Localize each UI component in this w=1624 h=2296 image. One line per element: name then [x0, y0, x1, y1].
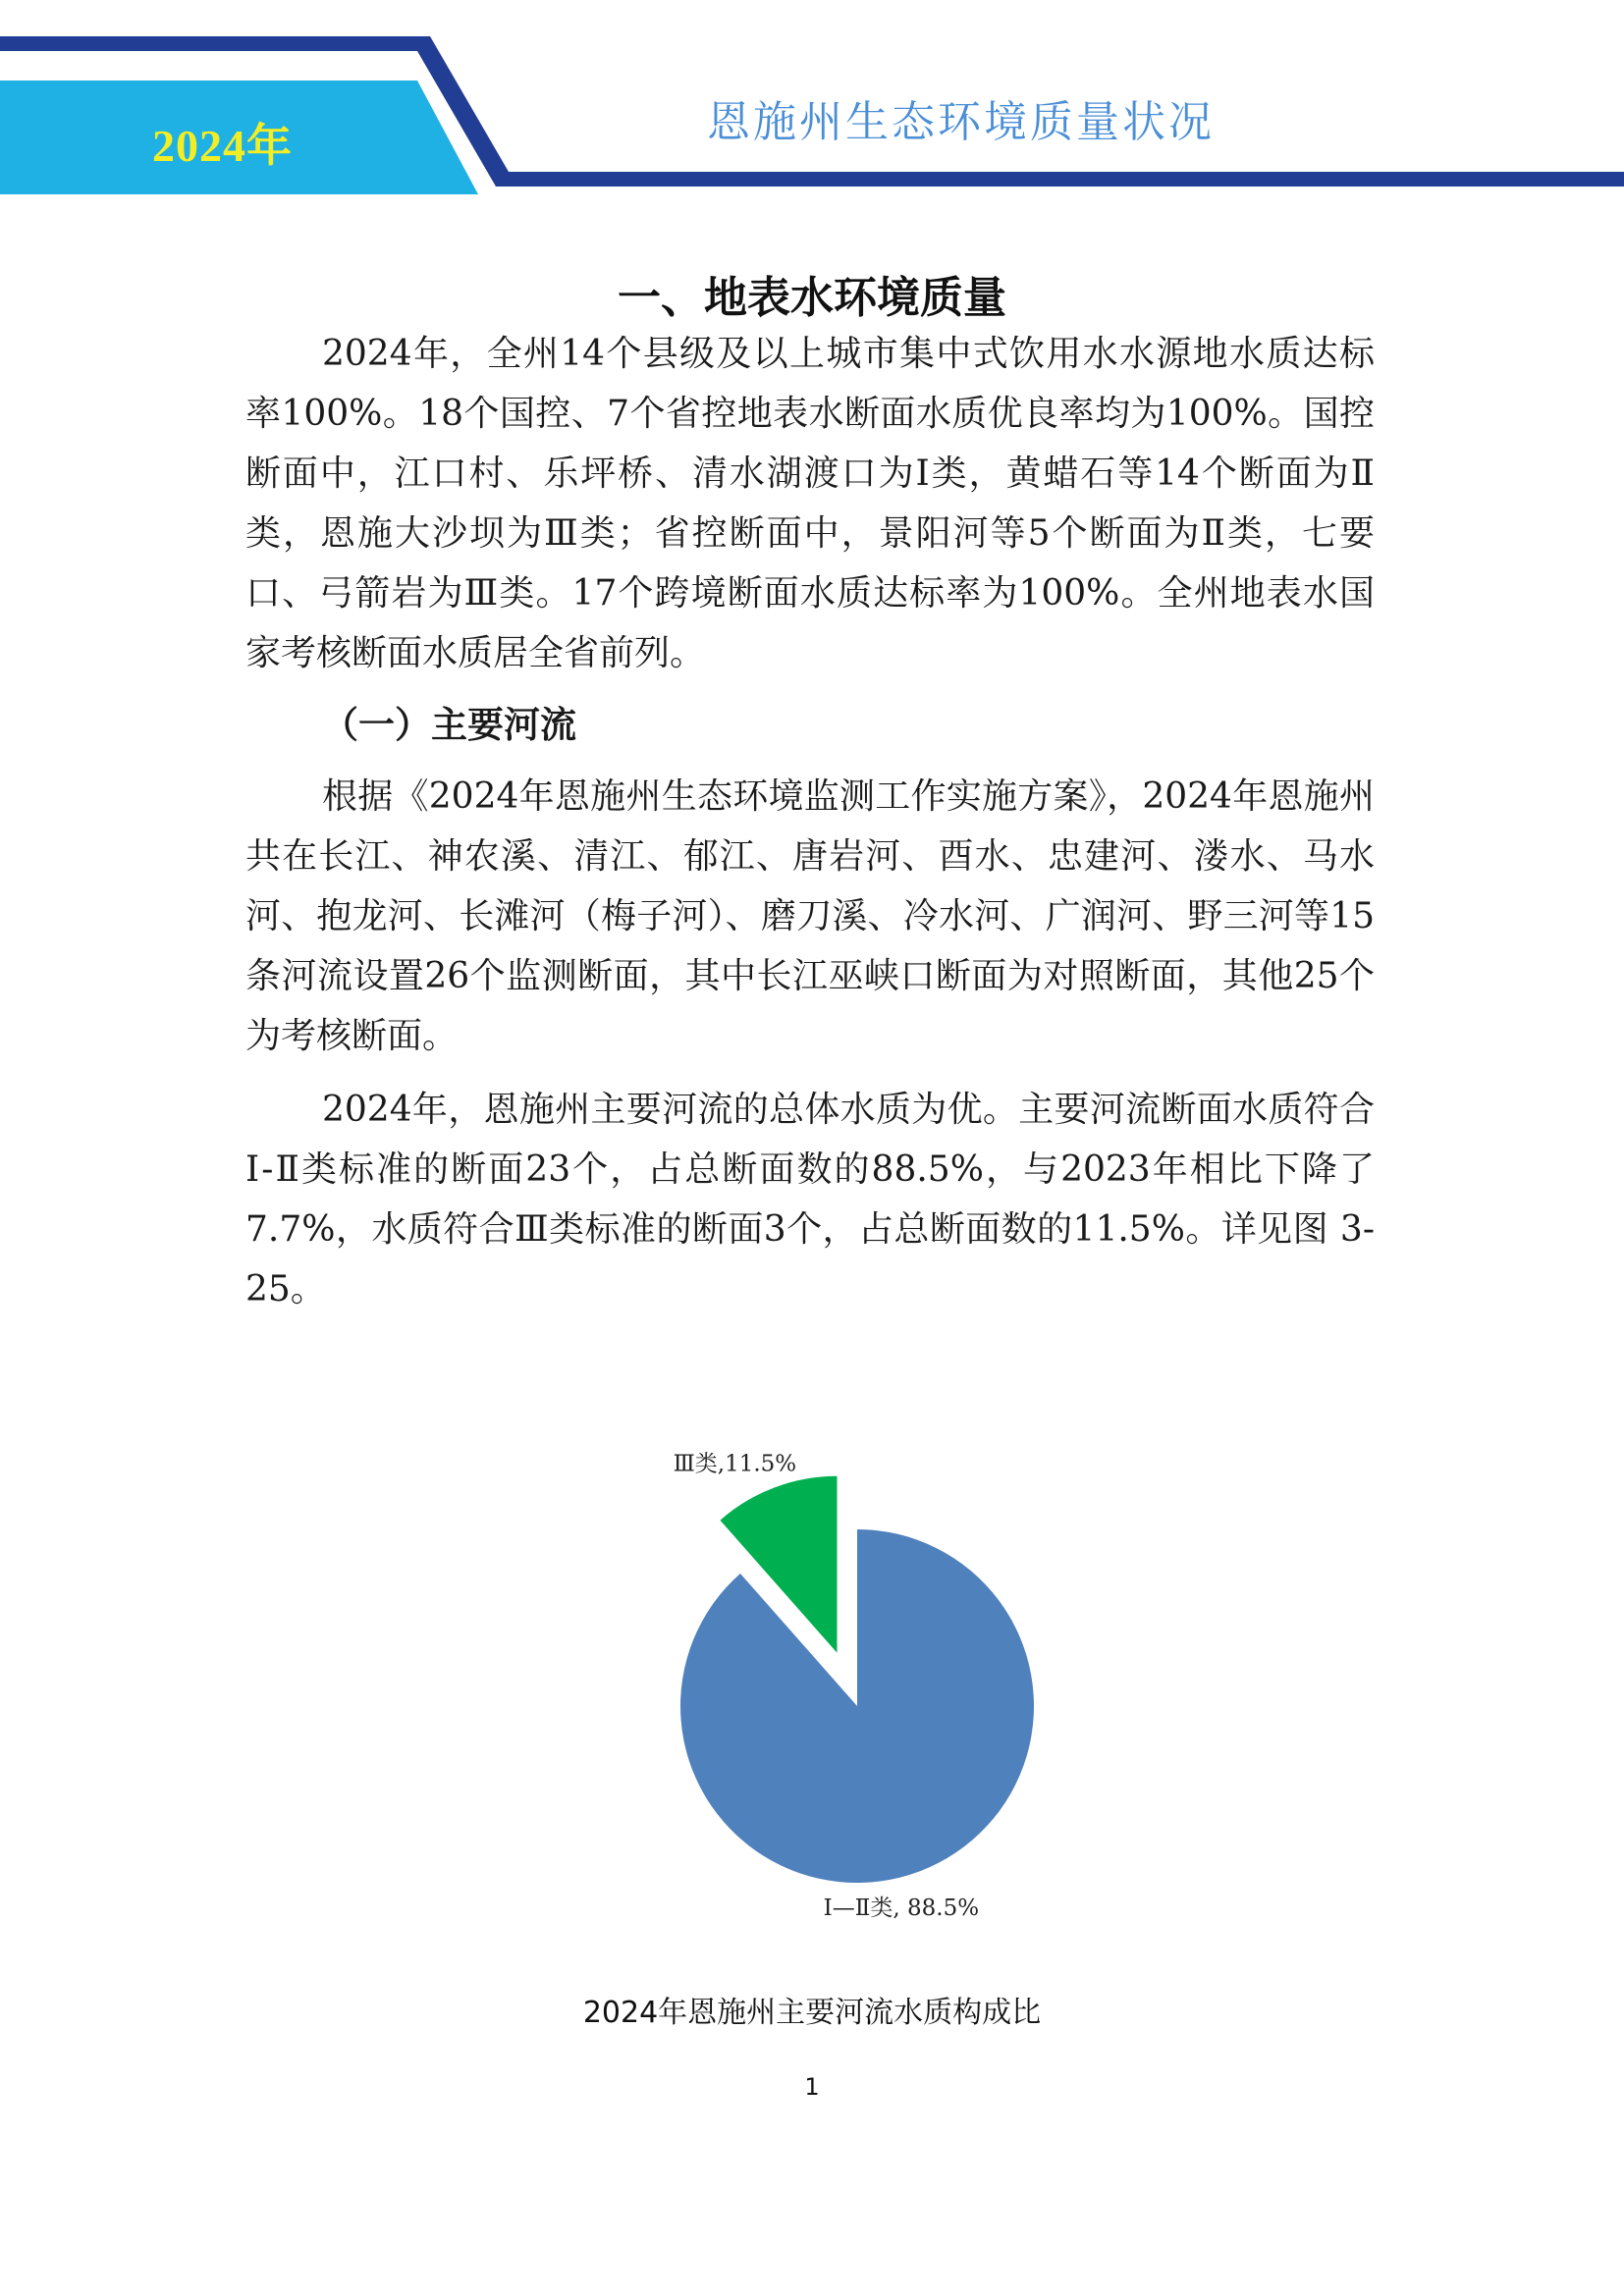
- pie-chart-svg: [0, 1374, 1624, 1963]
- paragraph-overview: 2024年，全州14个县级及以上城市集中式饮用水水源地水质达标率100%。18个国控、7个省控地表水断面水质优良率均为100%。国控断面中，江口村、乐坪桥、清水湖渡口为Ⅰ类，黄蜡石等14个断面为Ⅱ类，恩施大沙坝为Ⅲ类；省控断面中，景阳河等5个断面为Ⅱ类，七要口、弓箭岩为Ⅲ类。17个跨境断面水质达标率为100%。全州地表水国家考核断面水质居全省前列。: [245, 334, 1375, 673]
- pie-chart: [0, 1374, 1624, 1963]
- page-number: 1: [804, 2073, 820, 2101]
- pie-slice-1: [680, 1529, 1034, 1883]
- paragraph-water-quality: 2024年，恩施州主要河流的总体水质为优。主要河流断面水质符合Ⅰ-Ⅱ类标准的断面23个，占总断面数的88.5%，与2023年相比下降了7.7%，水质符合Ⅲ类标准的断面3个，占总断面数的11.5%。详见图 3-25。: [245, 1090, 1375, 1309]
- page-header: [0, 0, 1624, 206]
- year-badge: 2024年: [152, 121, 293, 171]
- paragraph-monitoring-plan: 根据《2024年恩施州生态环境监测工作实施方案》，2024年恩施州共在长江、神农溪、清江、郁江、唐岩河、酉水、忠建河、溇水、马水河、抱龙河、长滩河（梅子河）、磨刀溪、冷水河、广润河、野三河等15条河流设置26个监测断面，其中长江巫峡口断面为对照断面，其他25个为考核断面。: [245, 776, 1375, 1056]
- subsection-title: （一）主要河流: [322, 704, 576, 746]
- chart-caption: 2024年恩施州主要河流水质构成比: [582, 1996, 1042, 2030]
- report-title: 恩施州生态环境质量状况: [707, 97, 1215, 147]
- section-title: 一、地表水环境质量: [618, 273, 1006, 324]
- pie-label-1: Ⅰ—Ⅱ类, 88.5%: [823, 1895, 980, 1921]
- pie-label-2: Ⅲ类,11.5%: [673, 1451, 797, 1477]
